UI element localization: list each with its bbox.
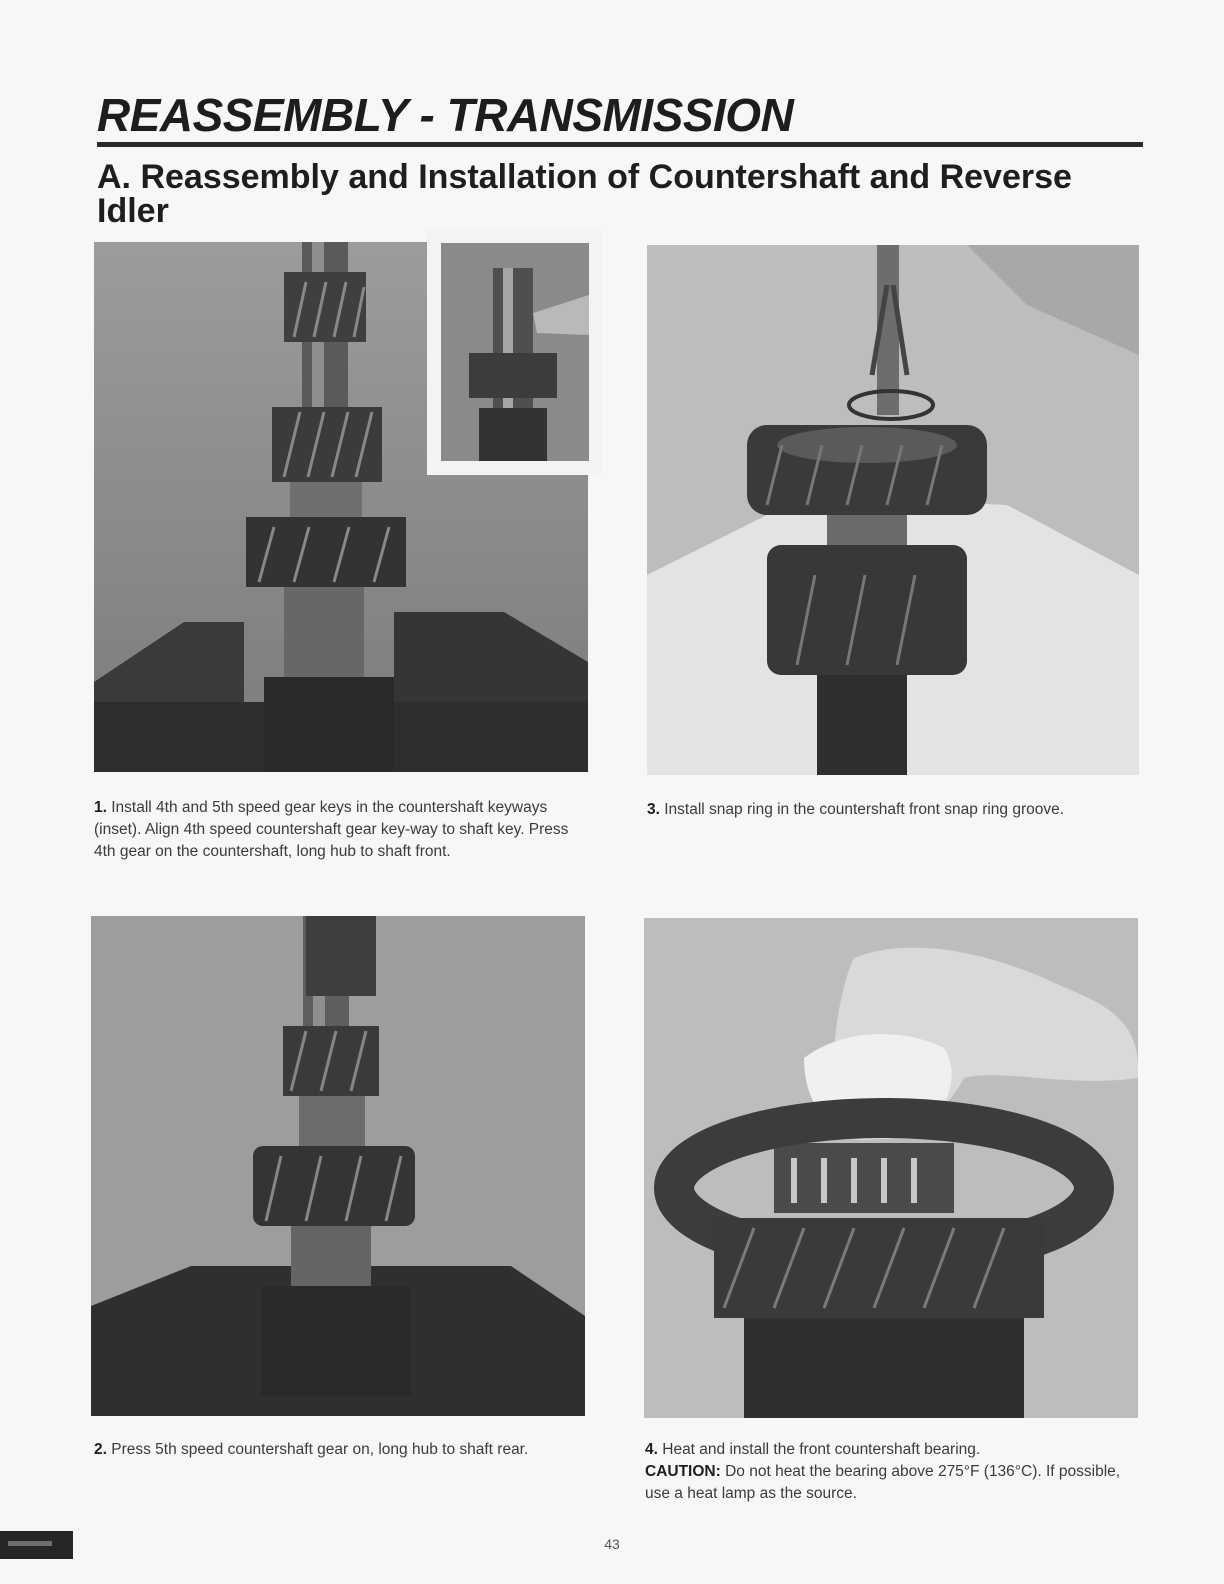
caution-text: Do not heat the bearing above 275°F (136°C). If possible, use a heat lamp as the source. <box>645 1463 1121 1502</box>
page-number: 43 <box>604 1536 620 1552</box>
step-text: Press 5th speed countershaft gear on, long hub to shaft rear. <box>111 1441 529 1458</box>
snap-ring-image <box>647 245 1139 775</box>
step-text: Install snap ring in the countershaft front snap ring groove. <box>664 801 1065 818</box>
step-4-caption <box>645 1439 1139 1505</box>
title-rule <box>97 142 1143 147</box>
step-number: 3. <box>647 801 660 818</box>
keyway-inset-image <box>441 243 589 461</box>
step-number: 4. <box>645 1441 658 1458</box>
photo-step-3 <box>647 245 1139 775</box>
step-1-caption <box>94 797 588 863</box>
fifth-gear-press-image <box>91 916 585 1416</box>
front-bearing-image <box>644 918 1138 1418</box>
photo-step-4 <box>644 918 1138 1418</box>
step-number: 2. <box>94 1441 107 1458</box>
step-number: 1. <box>94 799 107 816</box>
section-subtitle: A. Reassembly and Installation of Countershaft and Reverse Idler <box>97 158 1072 230</box>
step-3-caption <box>647 799 1139 821</box>
photo-step-1-inset <box>441 243 589 461</box>
step-text: Install 4th and 5th speed gear keys in the countershaft keyways (inset). Align 4th speed countershaft gear key-way to shaft key. Press 4th gear on the countershaft, long hub to shaft front. <box>94 799 569 860</box>
step-text: Heat and install the front countershaft bearing. <box>662 1441 981 1458</box>
step-2-caption <box>94 1439 588 1461</box>
page-title: REASSEMBLY - TRANSMISSION <box>97 89 794 141</box>
photo-step-2 <box>91 916 585 1416</box>
caution-label: CAUTION: <box>645 1463 721 1480</box>
